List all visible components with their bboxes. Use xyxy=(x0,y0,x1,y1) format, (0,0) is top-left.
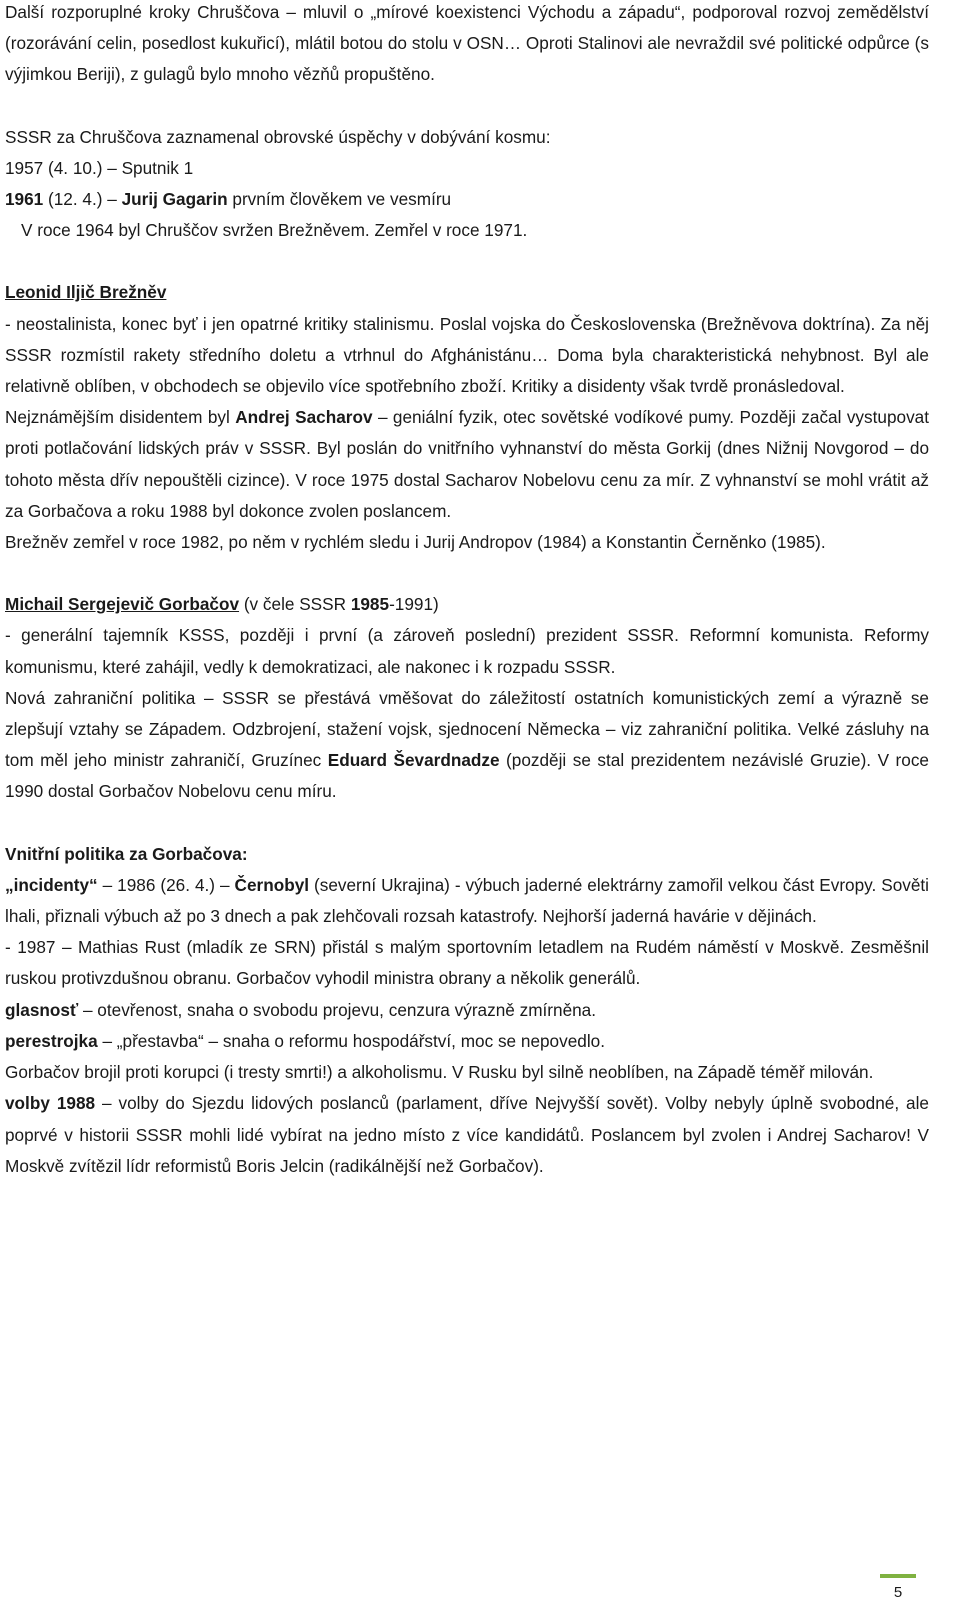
khrushchev-overthrow-line: V roce 1964 byl Chruščov svržen Brežněvem. Zemřel v roce 1971. xyxy=(21,220,528,241)
gorbachev-heading: Michail Sergejevič Gorbačov (v čele SSSR 1985-1991) xyxy=(5,594,439,615)
gagarin-name: Jurij Gagarin xyxy=(121,189,228,210)
document-body xyxy=(5,0,929,1182)
sacharov-name: Andrej Sacharov xyxy=(235,407,373,428)
gagarin-line: 1961 (12. 4.) – Jurij Gagarin prvním člověkem ve vesmíru xyxy=(5,189,452,210)
brezhnev-heading: Leonid Iljič Brežněv xyxy=(5,282,167,303)
chernobyl-paragraph: „incidenty“ – 1986 (26. 4.) – Černobyl (severní Ukrajina) - výbuch jaderné elektrárny zamořil velkou část Evropy. Sověti lhali, přiznali výbuch až po 3 dnech a pak zlehčovali rozsah katastrofy. Nejhorší jaderná havárie v dějinách. xyxy=(5,874,929,927)
brezhnev-death-paragraph: Brežněv zemřel v roce 1982, po něm v rychlém sledu i Jurij Andropov (1984) a Konstantin Černěnko (1985). xyxy=(5,532,826,553)
khrushchev-paragraph: Další rozporuplné kroky Chruščova – mluvil o „mírové koexistenci Východu a západu“, podporoval rozvoj zemědělství (rozorávání celin, posedlost kukuřicí), mlátil botou do stolu v OSN… Oproti Stalinovi ale nevraždil své politické odpůrce (s výjimkou Beriji), z gulagů bylo mnoho vězňů propuštěno. xyxy=(5,2,929,85)
space-intro: SSSR za Chruščova zaznamenal obrovské úspěchy v dobývání kosmu: xyxy=(5,126,551,147)
page-number: 5 xyxy=(880,1574,916,1608)
shevardnadze-name: Eduard Ševardnadze xyxy=(327,750,500,771)
brezhnev-paragraph-1: - neostalinista, konec byť i jen opatrné kritiky stalinismu. Poslal vojska do Československa (Brežněvova doktrína). Za něj SSSR rozmístil rakety středního doletu a vtrhnul do Afghánistánu… Doma byla charakteristická nehybnost. Byl ale relativně oblíben, v obchodech se objevilo více spotřebního zboží. Kritiky a disidenty však tvrdě pronásledoval. xyxy=(5,313,929,397)
glasnost-line: glasnosť – otevřenost, snaha o svobodu projevu, cenzura výrazně zmírněna. xyxy=(5,999,597,1020)
perestroika-line: perestrojka – „přestavba“ – snaha o reformu hospodářství, moc se nepovedlo. xyxy=(5,1030,605,1051)
gagarin-year: 1961 xyxy=(5,189,44,210)
elections-paragraph: volby 1988 – volby do Sjezdu lidových poslanců (parlament, dříve Nejvyšší sovět). Volby nebyly úplně svobodné, ale poprvé v historii SSSR mohli lidé vybírat na jedno místo z více kandidátů. Poslancem byl zvolen i Andrej Sacharov! V Moskvě zvítězil lídr reformistů Boris Jelcin (radikálnější než Gorbačov). xyxy=(5,1093,929,1176)
sacharov-paragraph: Nejznámějším disidentem byl Andrej Sacharov – geniální fyzik, otec sovětské vodíkové pumy. Později začal vystupovat proti potlačování lidských práv v SSSR. Byl poslán do vnitřního vyhnanství do města Gorkij (dnes Nižnij Novgorod – do tohoto města dřív nepouštěli cizince). V roce 1975 dostal Sacharov Nobelovu cenu za mír. Z vyhnanství se mohl vrátit až za Gorbačova a roku 1988 byl dokonce zvolen poslancem. xyxy=(5,407,930,521)
internal-policy-heading: Vnitřní politika za Gorbačova: xyxy=(5,843,248,864)
sputnik-line: 1957 (4. 10.) – Sputnik 1 xyxy=(5,157,194,178)
foreign-policy-paragraph: Nová zahraniční politika – SSSR se přestává vměšovat do záležitostí ostatních komunistických zemí a výrazně se zlepšují vztahy se Západem. Odzbrojení, stažení vojsk, sjednocení Německa – viz zahraniční politika. Velké zásluhy na tom měl jeho ministr zahraničí, Gruzínec Eduard Ševardnadze (později se stal prezidentem nezávislé Gruzie). V roce 1990 dostal Gorbačov Nobelovu cenu míru. xyxy=(5,687,929,802)
corruption-paragraph: Gorbačov brojil proti korupci (i tresty smrti!) a alkoholismu. V Rusku byl silně neoblíben, na Západě téměř milován. xyxy=(5,1062,874,1083)
rust-paragraph: - 1987 – Mathias Rust (mladík ze SRN) přistál s malým sportovním letadlem na Rudém náměstí v Moskvě. Zesměšnil ruskou protivzdušnou obranu. Gorbačov vyhodil ministra obrany a několik generálů. xyxy=(5,937,929,989)
gorbachev-paragraph-1: - generální tajemník KSSS, později i první (a zároveň poslední) prezident SSSR. Reformní komunista. Reformy komunismu, které zahájil, vedly k demokratizaci, ale nakonec i k rozpadu SSSR. xyxy=(5,625,929,677)
